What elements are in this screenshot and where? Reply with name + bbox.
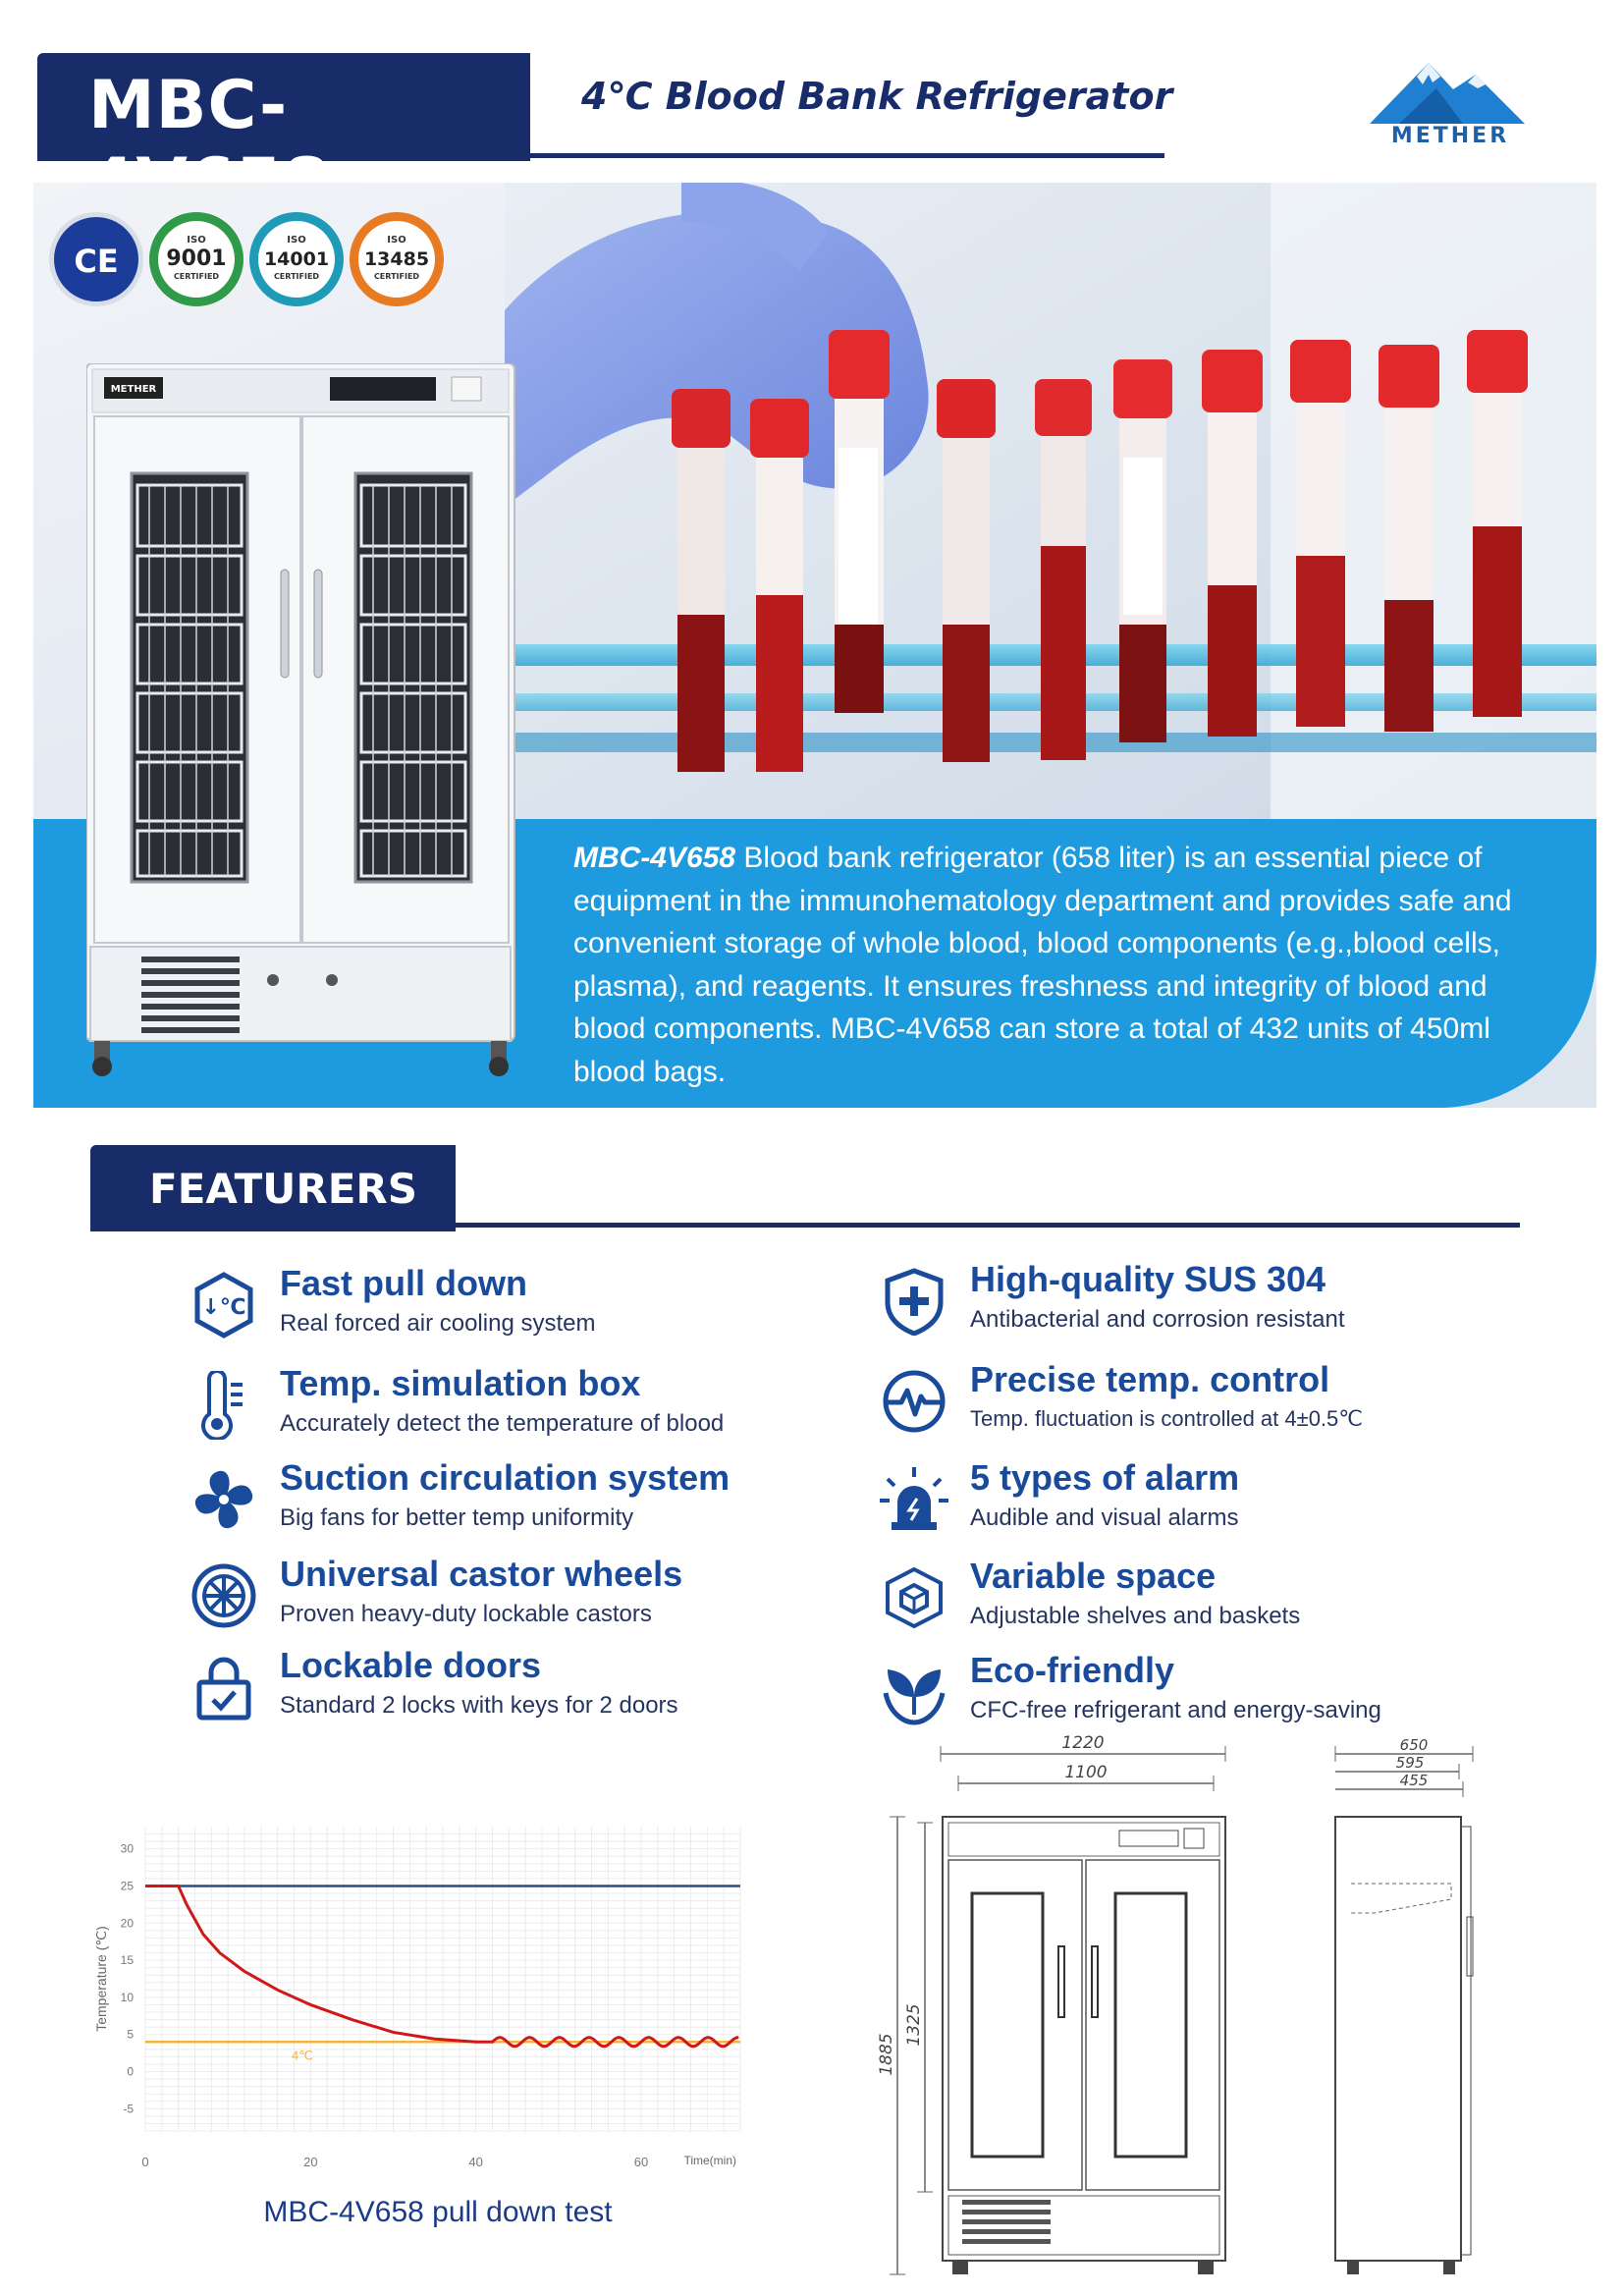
- dim-depth-3: 455: [1399, 1772, 1429, 1789]
- badge-iso-label: ISO: [187, 235, 206, 246]
- description-text: Blood bank refrigerator (658 liter) is an essential piece of equipment in the immunohematology department and provides safe and convenient storage of whole blood, blood components (e.g.,blood cells, plasma), and reagents. It ensures freshness and integrity of blood and blood components. MBC-4V658 can store a total of 432 units of 450ml blood bags.: [573, 842, 1512, 1088]
- feature-title: 5 types of alarm: [970, 1457, 1240, 1498]
- feature-description: Proven heavy-duty lockable castors: [280, 1601, 652, 1627]
- chart-y-tick-label: 25: [120, 1879, 134, 1893]
- dim-width-inner: 1100: [1064, 1763, 1108, 1782]
- chart-y-tick-label: 15: [120, 1953, 134, 1968]
- feature-title: Temp. simulation box: [280, 1363, 641, 1403]
- feature-title: Fast pull down: [280, 1263, 527, 1303]
- badge-number: 13485: [363, 248, 430, 270]
- chart-reference-label: 4℃: [291, 2048, 313, 2063]
- feature-description: Audible and visual alarms: [970, 1504, 1239, 1531]
- chart-y-tick-label: -5: [123, 2102, 134, 2116]
- pulse-wave-icon: [880, 1367, 948, 1436]
- badge-number: 14001: [263, 248, 330, 270]
- dimension-drawings: [864, 1730, 1492, 2290]
- badge-iso-label: ISO: [387, 235, 406, 246]
- feature-description: Standard 2 locks with keys for 2 doors: [280, 1692, 678, 1719]
- header-divider: [528, 153, 1164, 158]
- feature-title: Precise temp. control: [970, 1359, 1330, 1399]
- chart-y-tick-label: 5: [127, 2027, 134, 2042]
- feature-title: High-quality SUS 304: [970, 1259, 1326, 1299]
- iso-9001-badge: [149, 212, 243, 306]
- shield-plus-icon: [880, 1267, 948, 1336]
- feature-description: CFC-free refrigerant and energy-saving: [970, 1697, 1381, 1723]
- thermometer-icon: [189, 1371, 258, 1440]
- chart-y-tick-label: 30: [120, 1841, 134, 1856]
- alarm-light-icon: [880, 1465, 948, 1534]
- feature-description: Real forced air cooling system: [280, 1310, 596, 1337]
- chart-x-tick-label: 0: [141, 2155, 149, 2169]
- feature-title: Eco-friendly: [970, 1650, 1175, 1690]
- model-title-box: [37, 53, 530, 161]
- badge-number: 9001: [166, 246, 227, 271]
- product-subtitle: 4℃ Blood Bank Refrigerator: [581, 75, 1173, 118]
- chart-x-tick-label: 40: [468, 2155, 483, 2169]
- dim-height-inner: 1325: [904, 2003, 924, 2047]
- logo-wordmark: METHER: [1390, 124, 1510, 148]
- features-heading-box: [90, 1145, 456, 1231]
- castor-wheel-icon: [189, 1561, 258, 1630]
- product-description: [573, 837, 1565, 1093]
- padlock-icon: [189, 1653, 258, 1722]
- model-title: MBC-: [88, 67, 289, 144]
- chart-x-tick-label: 20: [303, 2155, 318, 2169]
- feature-title: Suction circulation system: [280, 1457, 730, 1498]
- badge-certified-label: CERTIFIED: [273, 272, 320, 281]
- feature-description: Temp. fluctuation is controlled at 4±0.5℃: [970, 1406, 1363, 1431]
- chart-x-axis-label: Time(min): [683, 2154, 736, 2167]
- features-divider: [454, 1223, 1520, 1228]
- chart-y-tick-label: 0: [127, 2064, 134, 2079]
- fan-icon: [189, 1465, 258, 1534]
- feature-title: Lockable doors: [280, 1645, 542, 1685]
- dim-height-outer: 1885: [877, 2033, 896, 2076]
- fridge-brand-label: METHER: [110, 384, 157, 395]
- pull-down-test-chart: [84, 1817, 772, 2180]
- chart-y-tick-label: 10: [120, 1990, 134, 2004]
- feature-description: Adjustable shelves and baskets: [970, 1603, 1301, 1629]
- blood-tubes-photo-icon: [505, 183, 1596, 831]
- ce-badge-text: CE: [74, 243, 119, 280]
- description-model: MBC-4V658: [573, 842, 736, 874]
- chart-caption: MBC-4V658 pull down test: [263, 2196, 613, 2228]
- dim-width-outer: 1220: [1061, 1733, 1105, 1753]
- leaf-hand-icon: [880, 1658, 948, 1726]
- cube-icon: [880, 1563, 948, 1632]
- chart-y-axis-label: Temperature (℃): [93, 1926, 109, 2032]
- chart-x-tick-label: 60: [633, 2155, 649, 2169]
- features-heading: FEATURERS: [149, 1165, 417, 1213]
- chart-y-tick-label: 20: [120, 1916, 134, 1931]
- chart-series-line: [145, 1886, 738, 2046]
- badge-iso-label: ISO: [287, 235, 306, 246]
- ce-badge: [49, 212, 143, 306]
- dim-depth-1: 650: [1399, 1736, 1429, 1754]
- feature-description: Antibacterial and corrosion resistant: [970, 1306, 1345, 1333]
- iso-14001-badge: [249, 212, 344, 306]
- hero-banner: [33, 183, 1596, 1108]
- thermo-hexagon-icon: [189, 1271, 258, 1339]
- feature-title: Universal castor wheels: [280, 1554, 683, 1594]
- refrigerator-product-image: [86, 363, 518, 1078]
- badge-certified-label: CERTIFIED: [373, 272, 420, 281]
- dim-depth-2: 595: [1395, 1754, 1425, 1772]
- svg-text:↓℃: ↓℃: [201, 1295, 246, 1320]
- feature-title: Variable space: [970, 1556, 1217, 1596]
- badge-certified-label: CERTIFIED: [173, 272, 220, 281]
- iso-13485-badge: [350, 212, 444, 306]
- feature-description: Big fans for better temp uniformity: [280, 1504, 634, 1531]
- feature-description: Accurately detect the temperature of blood: [280, 1410, 725, 1437]
